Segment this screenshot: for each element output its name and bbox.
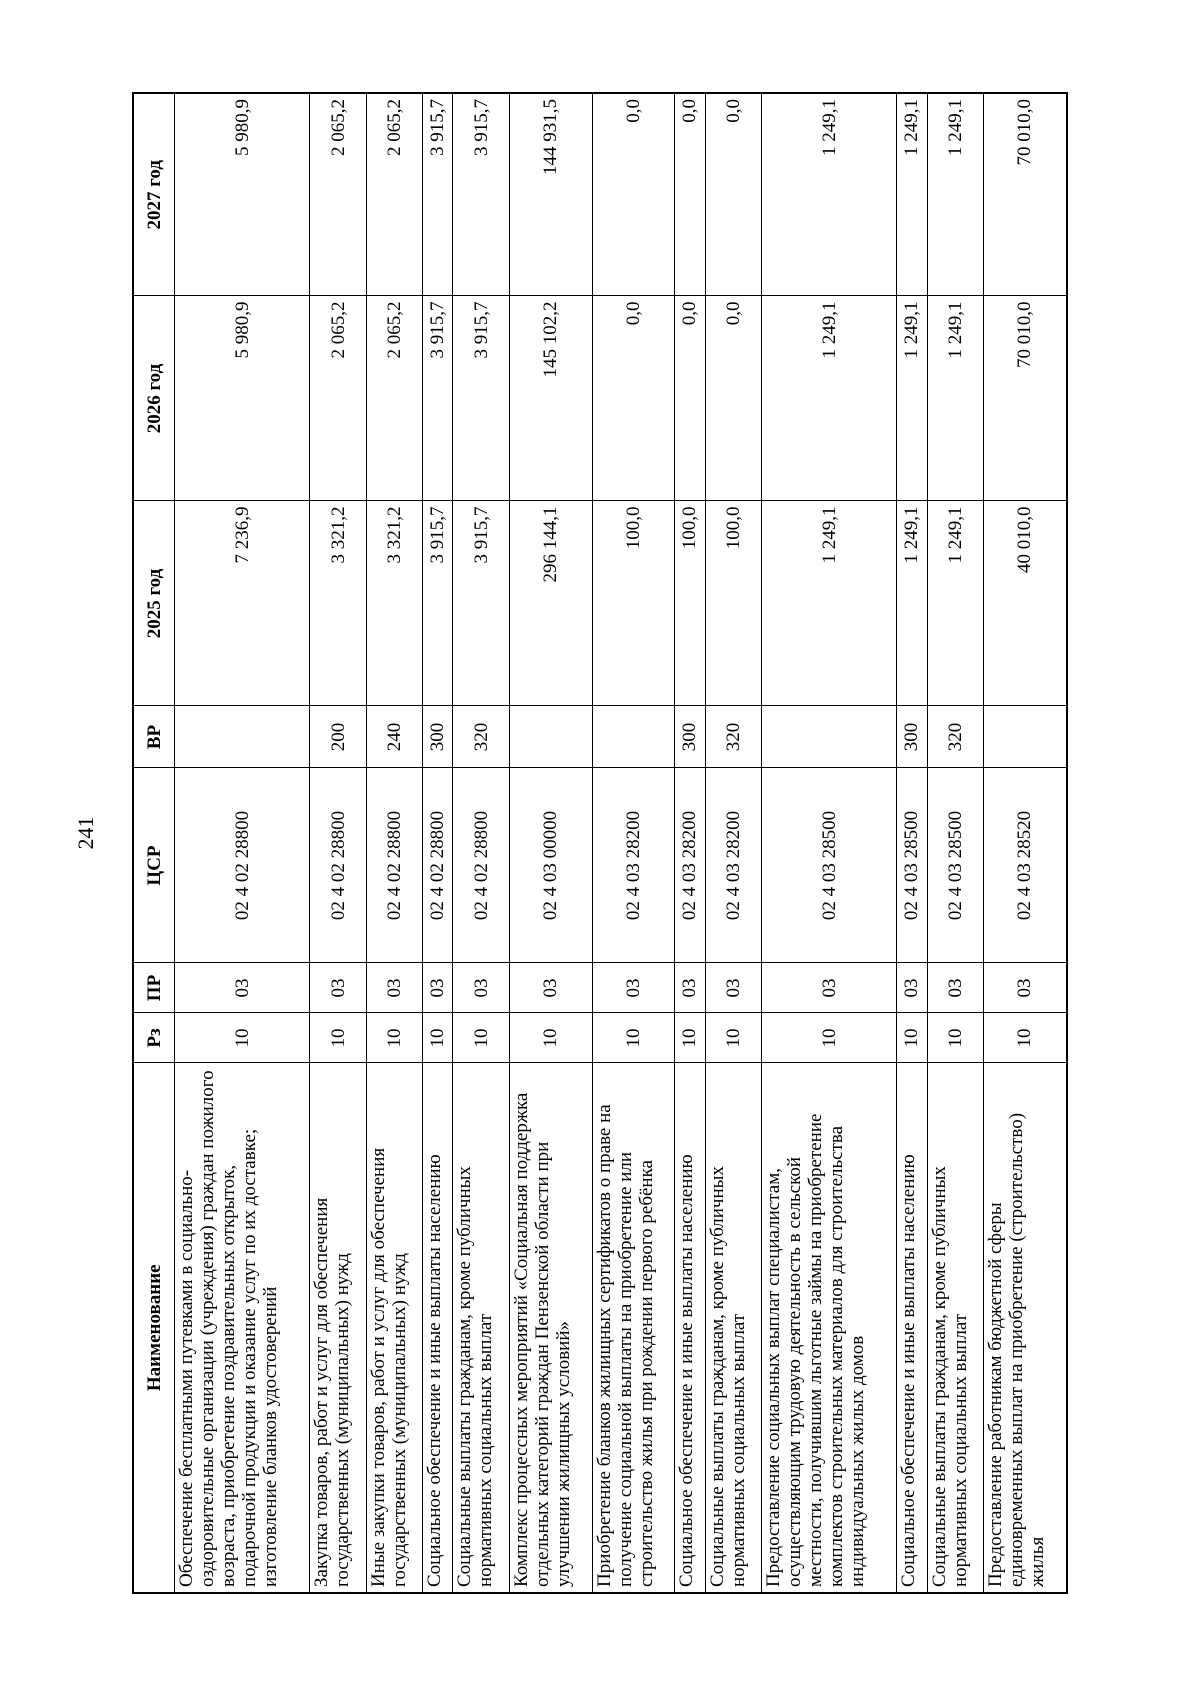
cell-rz: 10: [705, 1013, 761, 1063]
cell-2026: 1 249,1: [761, 296, 896, 501]
cell-pr: 03: [423, 963, 453, 1013]
cell-2027: 3 915,7: [453, 93, 509, 296]
cell-rz: 10: [761, 1013, 896, 1063]
cell-pr: 03: [705, 963, 761, 1013]
cell-vr: 200: [310, 706, 366, 768]
table-row: [509, 93, 592, 1593]
cell-vr: [761, 706, 896, 768]
cell-vr: 240: [366, 706, 422, 768]
cell-2026: 0,0: [675, 296, 705, 501]
cell-2026: 0,0: [592, 296, 675, 501]
cell-vr: 300: [423, 706, 453, 768]
cell-csr: 02 4 03 28500: [927, 768, 983, 963]
cell-2026: 3 915,7: [423, 296, 453, 501]
cell-vr: 320: [705, 706, 761, 768]
cell-vr: 320: [453, 706, 509, 768]
cell-rz: 10: [983, 1013, 1067, 1063]
cell-2027: 2 065,2: [310, 93, 366, 296]
cell-2025: 100,0: [592, 501, 675, 706]
cell-2026: 70 010,0: [983, 296, 1067, 501]
cell-rz: 10: [927, 1013, 983, 1063]
cell-2025: 100,0: [675, 501, 705, 706]
cell-2025: 1 249,1: [897, 501, 927, 706]
column-header-name: Наименование: [133, 1063, 175, 1593]
cell-2027: 1 249,1: [761, 93, 896, 296]
cell-name: Социальное обеспечение и иные выплаты населению: [897, 1063, 927, 1593]
cell-vr: [592, 706, 675, 768]
table-row: [927, 93, 983, 1593]
cell-2027: 2 065,2: [366, 93, 422, 296]
cell-2025: 40 010,0: [983, 501, 1067, 706]
cell-2027: 0,0: [705, 93, 761, 296]
table-row: [423, 93, 453, 1593]
cell-2027: 5 980,9: [175, 93, 310, 296]
cell-2027: 144 931,5: [509, 93, 592, 296]
cell-csr: 02 4 02 28800: [423, 768, 453, 963]
page-number: 241: [73, 816, 98, 850]
cell-2027: 1 249,1: [897, 93, 927, 296]
cell-2025: 3 321,2: [366, 501, 422, 706]
cell-rz: 10: [675, 1013, 705, 1063]
cell-name: Социальные выплаты гражданам, кроме публичных нормативных социальных выплат: [453, 1063, 509, 1593]
table-row: [675, 93, 705, 1593]
cell-pr: 03: [675, 963, 705, 1013]
cell-csr: 02 4 03 28500: [897, 768, 927, 963]
column-header-vr: ВР: [133, 706, 175, 768]
cell-csr: 02 4 02 28800: [310, 768, 366, 963]
cell-pr: 03: [509, 963, 592, 1013]
cell-vr: 300: [675, 706, 705, 768]
cell-csr: 02 4 03 00000: [509, 768, 592, 963]
table-row: [592, 93, 675, 1593]
cell-name: Иные закупки товаров, работ и услуг для обеспечения государственных (муниципальных) нужд: [366, 1063, 422, 1593]
cell-2025: 3 915,7: [423, 501, 453, 706]
cell-name: Предоставление работникам бюджетной сферы единовременных выплат на приобретение (строительство) жилья: [983, 1063, 1067, 1593]
rotated-table-container: [132, 94, 1068, 1594]
cell-2025: 7 236,9: [175, 501, 310, 706]
table-row: [310, 93, 366, 1593]
cell-pr: 03: [897, 963, 927, 1013]
cell-2027: 1 249,1: [927, 93, 983, 296]
cell-name: Социальное обеспечение и иные выплаты населению: [423, 1063, 453, 1593]
cell-pr: 03: [761, 963, 896, 1013]
cell-2027: 70 010,0: [983, 93, 1067, 296]
cell-csr: 02 4 03 28200: [592, 768, 675, 963]
cell-2026: 2 065,2: [310, 296, 366, 501]
cell-2025: 100,0: [705, 501, 761, 706]
cell-2027: 0,0: [592, 93, 675, 296]
cell-rz: 10: [592, 1013, 675, 1063]
cell-csr: 02 4 03 28200: [675, 768, 705, 963]
table-row: [897, 93, 927, 1593]
column-header-rz: Рз: [133, 1013, 175, 1063]
cell-pr: 03: [366, 963, 422, 1013]
column-header-2025: 2025 год: [133, 501, 175, 706]
cell-csr: 02 4 03 28520: [983, 768, 1067, 963]
cell-pr: 03: [310, 963, 366, 1013]
cell-name: Социальное обеспечение и иные выплаты населению: [675, 1063, 705, 1593]
cell-vr: 320: [927, 706, 983, 768]
cell-2027: 0,0: [675, 93, 705, 296]
table-row: [175, 93, 310, 1593]
cell-csr: 02 4 03 28500: [761, 768, 896, 963]
table-header-row: [133, 93, 175, 1593]
cell-2026: 2 065,2: [366, 296, 422, 501]
column-header-csr: ЦСР: [133, 768, 175, 963]
cell-rz: 10: [366, 1013, 422, 1063]
table-row: [705, 93, 761, 1593]
cell-pr: 03: [453, 963, 509, 1013]
budget-table: [132, 92, 1068, 1594]
cell-vr: 300: [897, 706, 927, 768]
cell-2026: 3 915,7: [453, 296, 509, 501]
cell-pr: 03: [927, 963, 983, 1013]
cell-rz: 10: [423, 1013, 453, 1063]
cell-2025: 3 915,7: [453, 501, 509, 706]
table-row: [761, 93, 896, 1593]
cell-name: Приобретение бланков жилищных сертификатов о праве на получение социальной выплаты на приобретение или строительство жилья при рождении первого ребёнка: [592, 1063, 675, 1593]
cell-vr: [509, 706, 592, 768]
cell-2026: 0,0: [705, 296, 761, 501]
cell-pr: 03: [983, 963, 1067, 1013]
cell-name: Социальные выплаты гражданам, кроме публичных нормативных социальных выплат: [927, 1063, 983, 1593]
cell-pr: 03: [592, 963, 675, 1013]
column-header-2027: 2027 год: [133, 93, 175, 296]
cell-rz: 10: [310, 1013, 366, 1063]
cell-name: Социальные выплаты гражданам, кроме публичных нормативных социальных выплат: [705, 1063, 761, 1593]
cell-rz: 10: [897, 1013, 927, 1063]
cell-2025: 1 249,1: [927, 501, 983, 706]
cell-rz: 10: [453, 1013, 509, 1063]
cell-name: Обеспечение бесплатными путевками в социально-оздоровительные организации (учреждения) граждан пожилого возраста, приобретение поздравительных открыток, подарочной продукции и оказание услуг по их доставке; изготовление бланков удостоверений: [175, 1063, 310, 1593]
cell-2026: 1 249,1: [897, 296, 927, 501]
cell-csr: 02 4 02 28800: [366, 768, 422, 963]
cell-2026: 1 249,1: [927, 296, 983, 501]
table-body: [175, 93, 1068, 1593]
table-row: [366, 93, 422, 1593]
table-row: [453, 93, 509, 1593]
cell-rz: 10: [509, 1013, 592, 1063]
cell-name: Закупка товаров, работ и услуг для обеспечения государственных (муниципальных) нужд: [310, 1063, 366, 1593]
cell-2025: 296 144,1: [509, 501, 592, 706]
cell-csr: 02 4 03 28200: [705, 768, 761, 963]
cell-2027: 3 915,7: [423, 93, 453, 296]
cell-name: Комплекс процессных мероприятий «Социальная поддержка отдельных категорий граждан Пензенской области при улучшении жилищных условий»: [509, 1063, 592, 1593]
cell-pr: 03: [175, 963, 310, 1013]
cell-name: Предоставление социальных выплат специалистам, осуществляющим трудовую деятельность в сельской местности, получившим льготные займы на приобретение комплектов строительных материалов для строительства индивидуальных жилых домов: [761, 1063, 896, 1593]
cell-csr: 02 4 02 28800: [175, 768, 310, 963]
cell-2025: 1 249,1: [761, 501, 896, 706]
cell-vr: [983, 706, 1067, 768]
cell-2026: 5 980,9: [175, 296, 310, 501]
cell-2026: 145 102,2: [509, 296, 592, 501]
column-header-pr: ПР: [133, 963, 175, 1013]
column-header-2026: 2026 год: [133, 296, 175, 501]
cell-rz: 10: [175, 1013, 310, 1063]
cell-2025: 3 321,2: [310, 501, 366, 706]
cell-vr: [175, 706, 310, 768]
cell-csr: 02 4 02 28800: [453, 768, 509, 963]
table-row: [983, 93, 1067, 1593]
